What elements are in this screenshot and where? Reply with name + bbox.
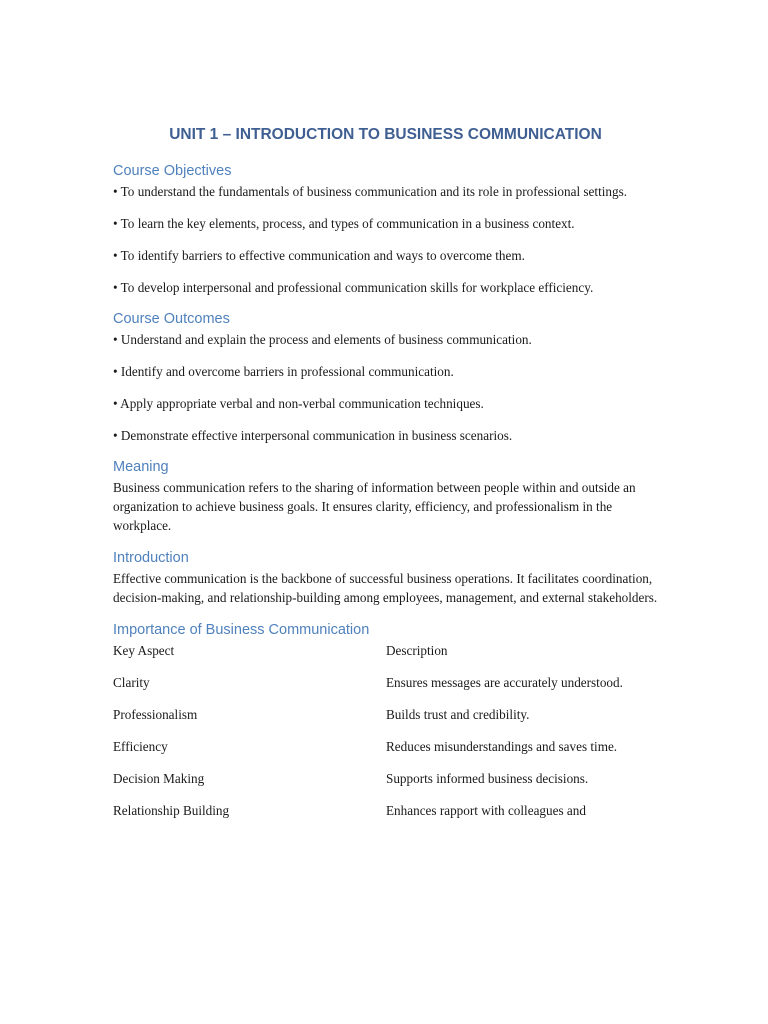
list-item: • To learn the key elements, process, and types of communication in a business context. bbox=[113, 216, 575, 231]
section-meaning bbox=[113, 457, 658, 535]
table-row bbox=[113, 801, 658, 833]
table-header-row bbox=[113, 641, 658, 673]
importance-table bbox=[113, 641, 658, 833]
column-header: Description bbox=[386, 643, 448, 658]
table-cell-description: Reduces misunderstandings and saves time. bbox=[386, 739, 618, 754]
section-heading: Introduction bbox=[113, 550, 189, 566]
section-introduction bbox=[113, 548, 658, 607]
list-item: • Apply appropriate verbal and non-verbal communication techniques. bbox=[113, 396, 484, 411]
list-item: • Identify and overcome barriers in professional communication. bbox=[113, 364, 454, 379]
table-cell-description: Builds trust and credibility. bbox=[386, 707, 530, 722]
section-course-objectives bbox=[113, 161, 658, 297]
table-cell-aspect: Decision Making bbox=[113, 771, 205, 786]
table-cell-aspect: Professionalism bbox=[113, 707, 198, 722]
table-cell-aspect: Clarity bbox=[113, 675, 150, 690]
table-cell-aspect: Relationship Building bbox=[113, 803, 230, 818]
introduction-paragraph: Effective communication is the backbone of successful business operations. It facilitates coordination, decision-making, and relationship-building among employees, management, and external stakeholders. bbox=[113, 571, 658, 605]
table-cell-description: Supports informed business decisions. bbox=[386, 771, 589, 786]
section-heading: Importance of Business Communication bbox=[113, 622, 370, 638]
column-header: Key Aspect bbox=[113, 643, 175, 658]
document-page bbox=[113, 125, 658, 833]
section-heading: Meaning bbox=[113, 459, 169, 475]
table-row bbox=[113, 673, 658, 705]
table-cell-description: Ensures messages are accurately understood. bbox=[386, 675, 623, 690]
list-item: • To identify barriers to effective communication and ways to overcome them. bbox=[113, 248, 525, 263]
table-row bbox=[113, 737, 658, 769]
list-item: • Demonstrate effective interpersonal communication in business scenarios. bbox=[113, 428, 513, 443]
list-item: • To understand the fundamentals of business communication and its role in professional settings. bbox=[113, 184, 628, 199]
table-cell-description: Enhances rapport with colleagues and bbox=[386, 803, 586, 818]
meaning-paragraph: Business communication refers to the sharing of information between people within and outside an organization to achieve business goals. It ensures clarity, efficiency, and professionalism in the workplace. bbox=[113, 480, 636, 533]
section-importance bbox=[113, 620, 658, 833]
list-item: • Understand and explain the process and elements of business communication. bbox=[113, 332, 532, 347]
list-item: • To develop interpersonal and professional communication skills for workplace efficiency. bbox=[113, 280, 594, 295]
section-course-outcomes bbox=[113, 309, 658, 445]
outcomes-list bbox=[113, 330, 658, 445]
objectives-list bbox=[113, 182, 658, 297]
section-heading: Course Objectives bbox=[113, 163, 232, 179]
page-title: UNIT 1 – INTRODUCTION TO BUSINESS COMMUNICATION bbox=[169, 126, 602, 143]
table-cell-aspect: Efficiency bbox=[113, 739, 168, 754]
section-heading: Course Outcomes bbox=[113, 311, 230, 327]
table-row bbox=[113, 705, 658, 737]
table-row bbox=[113, 769, 658, 801]
